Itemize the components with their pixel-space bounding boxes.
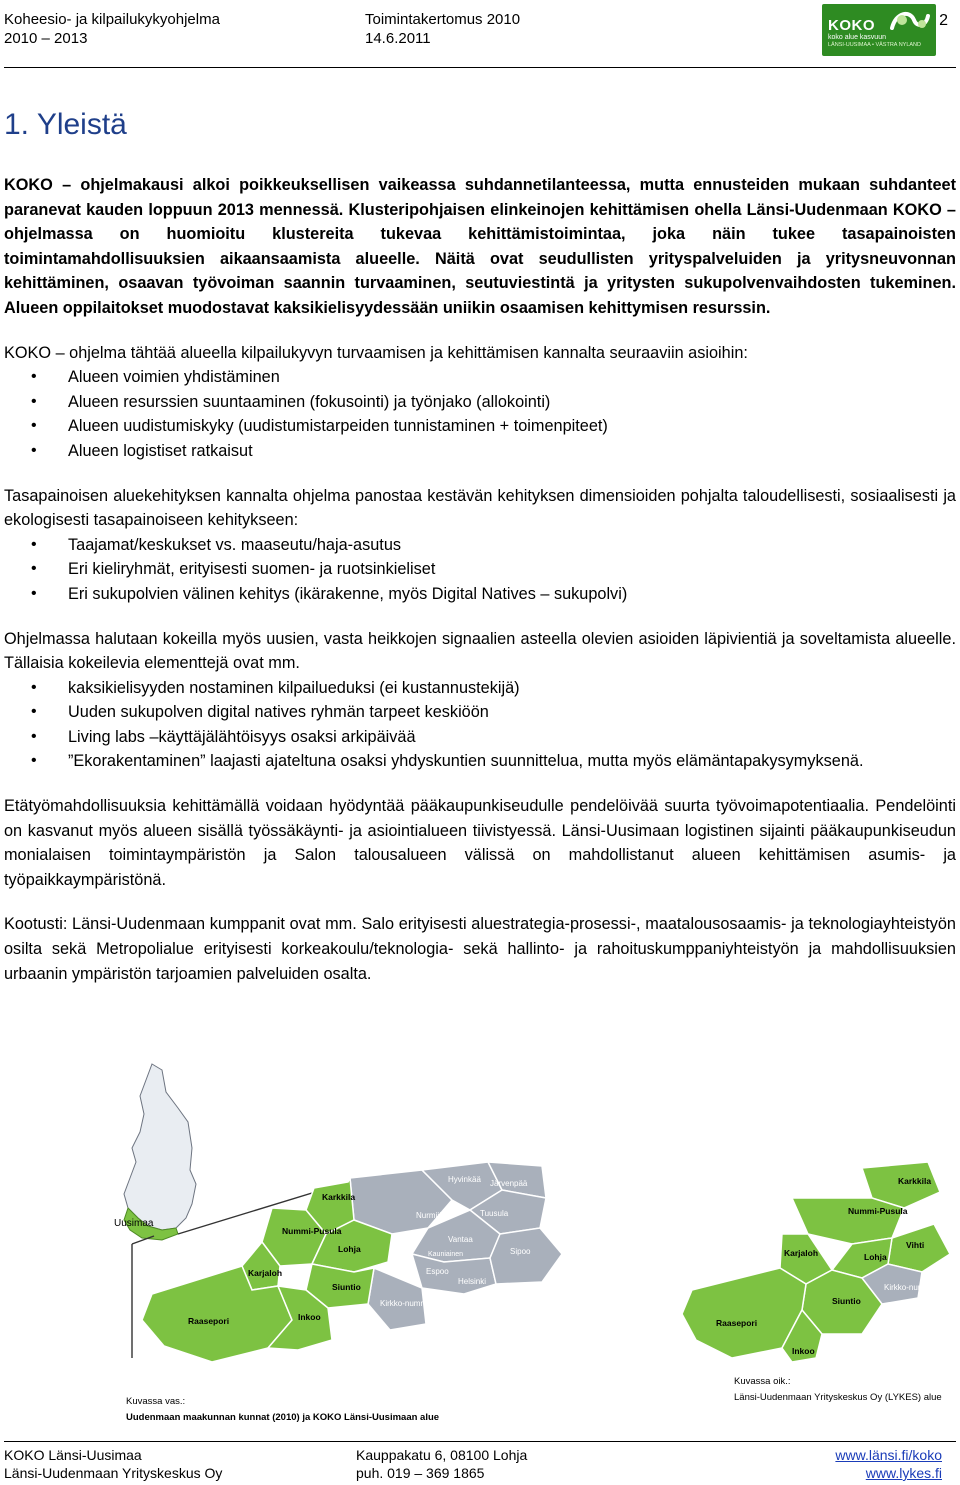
focus-list xyxy=(4,365,956,463)
list-item: • Taajamat/keskukset vs. maaseutu/haja-asutus xyxy=(4,533,956,558)
footer-divider xyxy=(4,1441,956,1442)
paragraph-balance: Tasapainoisen aluekehityksen kannalta ohjelma panostaa kestävän kehityksen dimensioiden pohjalta taloudellisesti, sosiaalisesti ja ekologisesti tasapainoiseen kehitykseen: xyxy=(4,486,956,530)
map-label: Helsinki xyxy=(458,1277,487,1286)
footer-address: Kauppakatu 6, 08100 Lohja xyxy=(356,1447,528,1463)
koko-website-link[interactable]: www.länsi.fi/koko xyxy=(835,1447,942,1463)
header-report-title: Toimintakertomus 2010 xyxy=(365,11,521,28)
header-program-title: Koheesio- ja kilpailukykyohjelma xyxy=(4,11,220,28)
document-body xyxy=(4,173,956,986)
page-number: 2 xyxy=(939,12,948,29)
header-program-years: 2010 – 2013 xyxy=(4,30,88,47)
map-label: Inkoo xyxy=(792,1346,815,1356)
left-map-caption: Uudenmaan maakunnan kunnat (2010) ja KOKO Länsi-Uusimaan alue xyxy=(126,1412,440,1423)
experiments-list xyxy=(4,676,956,774)
footer-contact xyxy=(356,1446,527,1482)
paragraph-remote-work: Etätyömahdollisuuksia kehittämällä voidaan hyödyntää pääkaupunkiseudulle pendelöivää suurta työvoimapotentiaalia. Pendelöinti on kasvanut myös alueen sisällä työssäkäynti- ja asiointialueen tiivistyessä. Länsi-Uusimaan logistinen sijainti pääkaupunkiseudun monialaisen toimintaympäristön ja Salon talousalueen välissä on mahdollistanut alueen kehittämisen asumis- ja työpaikkaympäristönä. xyxy=(4,797,956,889)
map-label: Vihti xyxy=(906,1240,925,1250)
logo-swirl-icon xyxy=(886,6,934,36)
header-divider xyxy=(4,67,956,68)
logo-tagline: koko alue kasvuun xyxy=(828,34,886,41)
list-item: • Eri kieliryhmät, erityisesti suomen- ja ruotsinkieliset xyxy=(4,557,956,582)
map-label: Järvenpää xyxy=(490,1179,528,1188)
map-label: Nummi-Pusula xyxy=(848,1206,908,1216)
lykes-website-link[interactable]: www.lykes.fi xyxy=(865,1465,942,1481)
map-label: Tuusula xyxy=(480,1209,509,1218)
paragraph-summary: Kootusti: Länsi-Uudenmaan kumppanit ovat mm. Salo erityisesti aluestrategia-prosessi-, maatalousosaamis- ja teknologiayhteistyön osilta sekä Metropolialue erityisesti korkeakoulu/teknologia- sekä hallinto- ja rahoituskumppaniyhteistyön ja mahdollisuuksien urbaanin ympäristön tarjoamien palveluiden osalta. xyxy=(4,915,956,983)
region-maps xyxy=(92,1058,960,1438)
map-label: Lohja xyxy=(864,1252,887,1262)
header-report-date: 14.6.2011 xyxy=(365,30,431,47)
header-program xyxy=(4,10,220,48)
map-label: Kirkko-nummi xyxy=(884,1283,933,1292)
map-label: Raasepori xyxy=(188,1316,230,1326)
lykes-region-map xyxy=(682,1162,950,1403)
map-label: Karkkila xyxy=(322,1192,356,1202)
list-item: • Uuden sukupolven digital natives ryhmän tarpeet keskiöön xyxy=(4,700,956,725)
right-map-caption: Länsi-Uudenmaan Yrityskeskus Oy (LYKES) alue xyxy=(734,1392,942,1403)
map-label: Karjaloh xyxy=(784,1248,819,1258)
list-item: • Eri sukupolvien välinen kehitys (ikärakenne, myös Digital Natives – sukupolvi) xyxy=(4,582,956,607)
finland-outline-map xyxy=(114,1064,196,1240)
left-map-caption-title: Kuvassa vas.: xyxy=(126,1396,186,1407)
right-map-caption-title: Kuvassa oik.: xyxy=(734,1376,791,1387)
logo-subtag: LÄNSI-UUSIMAA • VÄSTRA NYLAND xyxy=(828,42,922,48)
section-title: 1. Yleistä xyxy=(4,108,127,141)
map-label: Inkoo xyxy=(298,1312,321,1322)
map-label: Espoo xyxy=(426,1267,449,1276)
intro-paragraph: KOKO – ohjelmakausi alkoi poikkeuksellisen vaikeassa suhdannetilanteessa, mutta ennusteiden mukaan suhdanteet paranevat kauden loppuun 2013 mennessä. Klusteripohjaisen elinkeinojen kehittämisen ohella Länsi-Uudenmaan KOKO – ohjelmassa on huomioitu klustereita tukevaa kehittämistoimintaa, joka näin tukee tasapainoisten toimintamahdollisuuksien aikaansaamista alueelle. Näitä ovat seudullisten yrityspalveluiden ja yritysneuvonnan kehittäminen, osaavan työvoiman saannin turvaaminen, seutuviestintä ja yritysten sukupolvenvaihdosten tukeminen. Alueen oppilaitokset muodostavat kaksikielisyydessään uniikin osaamisen kehittymisen resurssin. xyxy=(4,176,956,317)
map-label: Lohja xyxy=(338,1244,361,1254)
footer-links xyxy=(835,1446,942,1482)
map-label: Vantaa xyxy=(448,1235,473,1244)
map-label: Sipoo xyxy=(510,1247,531,1256)
list-item: • Living labs –käyttäjälähtöisyys osaksi arkipäivää xyxy=(4,725,956,750)
footer-company: Länsi-Uudenmaan Yrityskeskus Oy xyxy=(4,1465,223,1481)
map-label-uusimaa: Uusimaa xyxy=(114,1218,154,1229)
map-label: Nummi-Pusula xyxy=(282,1226,342,1236)
list-item: • Alueen voimien yhdistäminen xyxy=(4,365,956,390)
list-item: • Alueen uudistumiskyky (uudistumistarpeiden tunnistaminen + toimenpiteet) xyxy=(4,414,956,439)
map-label: Karjaloh xyxy=(248,1268,283,1278)
map-label: Nurmijärvi xyxy=(416,1211,452,1220)
map-label: Siuntio xyxy=(832,1296,861,1306)
balance-list xyxy=(4,533,956,607)
map-label: Raasepori xyxy=(716,1318,758,1328)
koko-logo xyxy=(822,4,936,56)
paragraph-experiments: Ohjelmassa halutaan kokeilla myös uusien, vasta heikkojen signaalien asteella olevien asioiden läpivientiä ja soveltamista alueelle. Tällaisia kokeilevia elementtejä ovat mm. xyxy=(4,629,956,673)
map-label: Kirkko-nummi xyxy=(380,1299,429,1308)
map-label: Hyvinkää xyxy=(448,1175,481,1184)
footer-organization xyxy=(4,1446,222,1482)
list-item: • Alueen resurssien suuntaaminen (fokusointi) ja työnjako (allokointi) xyxy=(4,390,956,415)
paragraph-focus: KOKO – ohjelma tähtää alueella kilpailukyvyn turvaamisen ja kehittämisen kannalta seuraaviin asioihin: xyxy=(4,343,748,362)
map-label: Siuntio xyxy=(332,1282,361,1292)
footer-phone: puh. 019 – 369 1865 xyxy=(356,1465,485,1481)
list-item: • Alueen logistiset ratkaisut xyxy=(4,439,956,464)
map-label: Kauniainen xyxy=(428,1251,464,1258)
footer-org-name: KOKO Länsi-Uusimaa xyxy=(4,1447,142,1463)
logo-brand: KOKO xyxy=(828,17,875,34)
map-label: Karkkila xyxy=(898,1176,932,1186)
list-item: • kaksikielisyyden nostaminen kilpailueduksi (ei kustannustekijä) xyxy=(4,676,956,701)
list-item: • ”Ekorakentaminen” laajasti ajateltuna osaksi yhdyskuntien suunnittelua, mutta myös elämäntapakysymyksenä. xyxy=(4,749,956,774)
header-report xyxy=(365,10,520,48)
